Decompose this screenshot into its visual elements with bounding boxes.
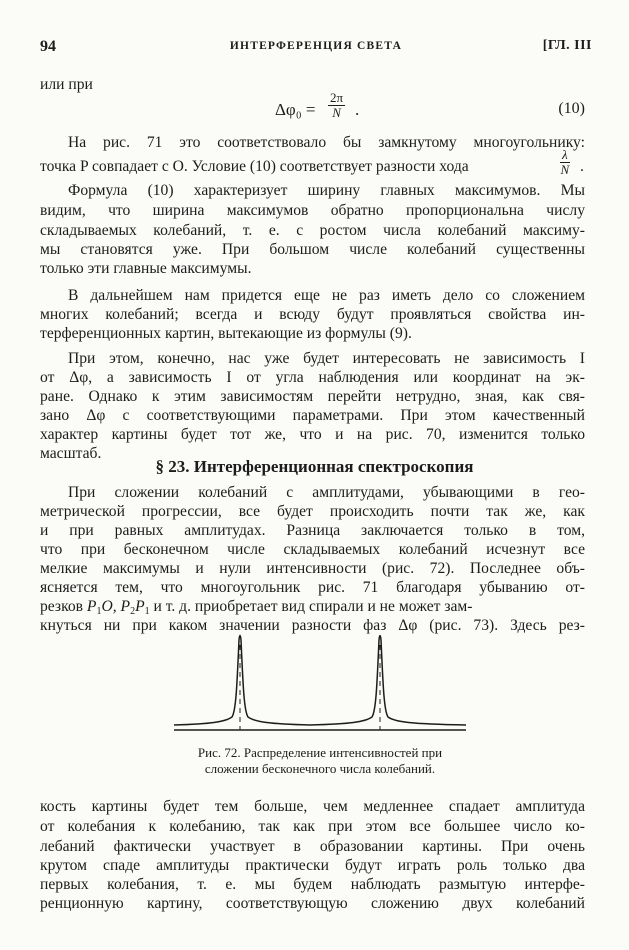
text-line: от Δφ, а зависимость I от угла наблюдения или координат на эк- — [40, 369, 585, 386]
caption-line: сложении бесконечного числа колебаний. — [204, 761, 436, 776]
text-line: На рис. 71 это соответствовало бы замкнутому многоугольнику: — [68, 134, 585, 151]
section-heading: § 23. Интерференционная спектроскопия — [155, 457, 474, 476]
text-segment: резков — [40, 598, 84, 615]
fraction-denominator: N — [332, 105, 341, 120]
formula-trail: . — [355, 100, 360, 119]
formula-fraction — [328, 91, 345, 120]
text-line: При сложении колебаний с амплитудами, убывающими в гео- — [68, 484, 585, 501]
fraction-numerator: λ — [562, 147, 568, 162]
subscript: 1 — [144, 606, 150, 617]
text-line: ясняется тем, что многоугольник рис. 71 благодаря убыванию от- — [40, 579, 585, 596]
caption-line: Рис. 72. Распределение интенсивностей при — [197, 745, 443, 760]
subscript: 2 — [130, 606, 136, 617]
text-line-with-fraction — [40, 147, 585, 177]
text-line: и при равных амплитудах. Разница заключается только в том, — [40, 522, 585, 539]
text-line: При этом, конечно, нас уже будет интересовать не зависимость I — [68, 350, 585, 367]
subscript: 1 — [96, 606, 102, 617]
text-line: кнуться ни при каком значении разности фаз Δφ (рис. 73). Здесь рез- — [40, 617, 585, 634]
text-line: мелкие максимумы и нули интенсивности (рис. 72). Последнее объ- — [40, 560, 585, 577]
text-segment: и т. д. приобретает вид спирали и не может зам- — [153, 598, 473, 615]
text-line: многих колебаний; всегда и всюду будут проявляться свойства ин- — [40, 306, 585, 323]
chapter-label: [ГЛ. III — [542, 38, 592, 53]
text-line: крутом спаде амплитуды практически будут играть роль только два — [40, 857, 585, 874]
text-segment: точка P совпадает с O. Условие (10) соответствует разности хода — [40, 158, 469, 175]
fraction-numerator: 2π — [330, 90, 344, 105]
lambda-fraction — [560, 148, 570, 177]
figure-72-intensity-plot — [170, 625, 470, 740]
text-line: В дальнейшем нам придется еще не раз иметь дело со сложением — [68, 287, 585, 304]
equation-number: (10) — [558, 100, 585, 117]
text-line-segments — [40, 598, 585, 616]
point-label: P — [86, 598, 97, 615]
text-line: первых колебания, т. е. мы будем наблюдать размытую интерфе- — [40, 876, 585, 893]
text-line: или при — [40, 76, 93, 93]
text-line: терференционных картин, вытекающие из формулы (9). — [40, 325, 412, 342]
text-line: характер картины будет тот же, что и на рис. 70, изменится только — [40, 426, 585, 443]
text-line: мы становятся уже. При большом числе колебаний существенны — [40, 241, 585, 258]
text-line: от колебания к колебанию, так как при этом все большее число ко- — [40, 818, 585, 835]
text-line: метрической прогрессии, все будет происходить почти так же, как — [40, 503, 585, 520]
text-line: лебаний фактически участвует в образовании картины. При очень — [40, 838, 585, 855]
point-label: P — [135, 598, 145, 615]
text-line: ренционную картину, соответствующую сложению двух колебаний — [40, 895, 585, 912]
text-line: масштаб. — [40, 445, 102, 462]
text-line: кость картины будет тем больше, чем медленнее спадает амплитуда — [40, 798, 585, 815]
formula-lhs: Δφ₀ = — [275, 100, 316, 119]
running-title: ИНТЕРФЕРЕНЦИЯ СВЕТА — [229, 40, 403, 52]
point-label: O, — [101, 598, 117, 615]
text-line: видим, что ширина максимумов обратно пропорциональна числу — [40, 202, 585, 219]
text-trail: . — [580, 158, 584, 175]
running-header — [40, 38, 592, 56]
text-line: что при бесконечном числе складываемых колебаний исчезнут все — [40, 541, 585, 558]
fraction-denominator: N — [560, 162, 570, 177]
text-line: ране. Однако к этим зависимостям перейти нетрудно, зная, как свя- — [40, 388, 585, 405]
point-label: P — [120, 598, 131, 615]
text-line: складываемых колебаний, т. е. с ростом числа колебаний максиму- — [40, 222, 585, 239]
page-number: 94 — [40, 38, 56, 55]
text-line: Формула (10) характеризует ширину главных максимумов. Мы — [68, 182, 585, 199]
text-line: зано Δφ с соответствующими параметрами. При этом качественный — [40, 407, 585, 424]
intensity-curve — [174, 636, 466, 726]
text-line: только эти главные максимумы. — [40, 260, 252, 277]
figure-caption — [155, 745, 485, 777]
